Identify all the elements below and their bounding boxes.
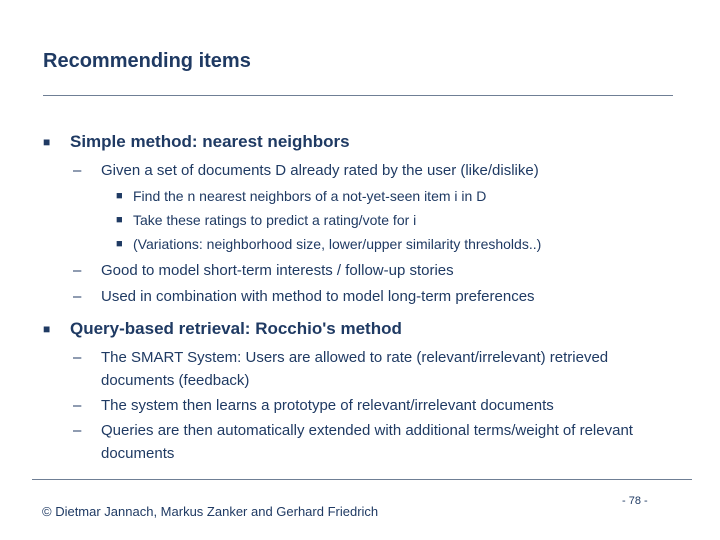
dash-bullet-icon: – [73, 262, 82, 279]
list-item [43, 284, 683, 310]
footer-copyright: © Dietmar Jannach, Markus Zanker and Gerhard Friedrich [42, 504, 379, 519]
sub-list-item-text: Take these ratings to predict a rating/vote for i [133, 212, 417, 228]
square-bullet-icon: ■ [116, 214, 123, 226]
dash-bullet-icon: – [73, 162, 82, 179]
sub-list-item-text: Find the n nearest neighbors of a not-yet-seen item i in D [133, 188, 487, 204]
list-item-text: Used in combination with method to model long-term preferences [101, 288, 535, 305]
sub-list-item [43, 208, 683, 232]
list-item [43, 419, 653, 465]
section-rocchio [43, 318, 653, 465]
square-bullet-icon: ■ [43, 135, 51, 149]
page-number: - 78 - [622, 495, 648, 507]
sub-list-item [43, 184, 683, 208]
title-divider [43, 95, 673, 96]
list-item [43, 258, 683, 284]
square-bullet-icon: ■ [43, 322, 51, 336]
section-heading-text: Query-based retrieval: Rocchio's method [70, 319, 402, 338]
dash-bullet-icon: – [73, 288, 82, 305]
section-heading [43, 318, 653, 340]
sub-list-item-text: (Variations: neighborhood size, lower/upper similarity thresholds..) [133, 236, 542, 252]
section-nearest-neighbors [43, 131, 683, 310]
dash-bullet-icon: – [73, 397, 82, 414]
list-item [43, 394, 653, 417]
list-item-text: The SMART System: Users are allowed to rate (relevant/irrelevant) retrieved documents (feedback) [101, 349, 609, 389]
square-bullet-icon: ■ [116, 238, 123, 250]
footer-divider [32, 479, 692, 480]
section-heading [43, 131, 683, 153]
list-item-text: The system then learns a prototype of relevant/irrelevant documents [101, 397, 554, 414]
slide-title: Recommending items [43, 50, 251, 72]
sub-list-item [43, 232, 683, 256]
list-item [43, 346, 653, 392]
list-item-text: Given a set of documents D already rated by the user (like/dislike) [101, 162, 539, 179]
dash-bullet-icon: – [73, 349, 82, 366]
list-item [43, 159, 683, 182]
list-item-text: Queries are then automatically extended with additional terms/weight of relevant documents [101, 422, 633, 462]
list-item-text: Good to model short-term interests / follow-up stories [101, 262, 454, 279]
dash-bullet-icon: – [73, 422, 82, 439]
section-heading-text: Simple method: nearest neighbors [70, 132, 350, 151]
square-bullet-icon: ■ [116, 190, 123, 202]
